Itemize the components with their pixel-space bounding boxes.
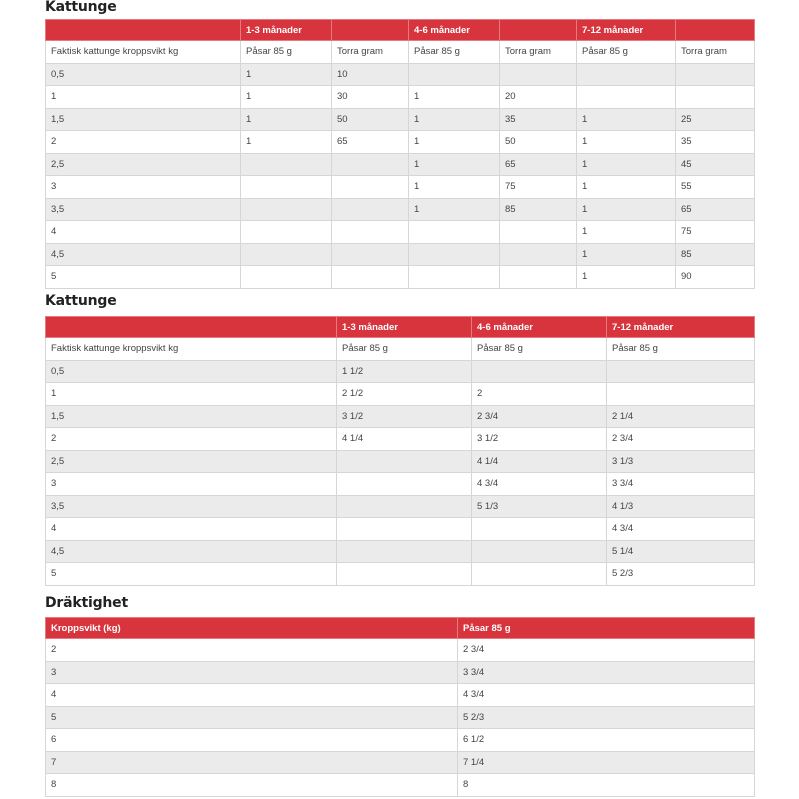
table-row (46, 131, 755, 154)
value-cell (241, 198, 332, 221)
value-cell: 2 3/4 (607, 428, 755, 451)
subheader-cell: Torra gram (500, 41, 577, 64)
table-row (46, 639, 755, 662)
value-cell: 4 3/4 (472, 473, 607, 496)
value-cell (337, 495, 472, 518)
value-cell (332, 153, 409, 176)
subheader-cell: Påsar 85 g (577, 41, 676, 64)
draktighet-feeding-table (45, 617, 755, 797)
column-header: 1-3 månader (241, 20, 332, 41)
value-cell: 1 (577, 131, 676, 154)
weight-cell: 3,5 (46, 198, 241, 221)
weight-cell: 5 (46, 706, 458, 729)
table-row (46, 176, 755, 199)
table-row (46, 221, 755, 244)
table-row (46, 405, 755, 428)
value-cell: 1 (577, 266, 676, 289)
subheader-cell: Påsar 85 g (241, 41, 332, 64)
table-row (46, 751, 755, 774)
table-row (46, 774, 755, 797)
value-cell (607, 383, 755, 406)
value-cell: 4 3/4 (607, 518, 755, 541)
value-cell (472, 540, 607, 563)
value-cell: 85 (500, 198, 577, 221)
table-row (46, 563, 755, 586)
value-cell: 1 (577, 198, 676, 221)
kattunge-feeding-table-pouches (45, 316, 755, 586)
table-row (46, 450, 755, 473)
weight-cell: 7 (46, 751, 458, 774)
column-header: 4-6 månader (409, 20, 500, 41)
value-cell (472, 360, 607, 383)
value-cell: 3 3/4 (458, 661, 755, 684)
weight-cell: 3 (46, 473, 337, 496)
table-row (46, 473, 755, 496)
column-header: Kroppsvikt (kg) (46, 618, 458, 639)
value-cell: 5 1/4 (607, 540, 755, 563)
table-row (46, 266, 755, 289)
value-cell: 65 (500, 153, 577, 176)
value-cell: 2 3/4 (458, 639, 755, 662)
column-header: 4-6 månader (472, 317, 607, 338)
table-row (46, 198, 755, 221)
value-cell (409, 221, 500, 244)
value-cell: 1 (409, 198, 500, 221)
value-cell: 30 (332, 86, 409, 109)
value-cell (472, 563, 607, 586)
column-header: 7-12 månader (577, 20, 676, 41)
value-cell (676, 86, 755, 109)
value-cell (472, 518, 607, 541)
value-cell: 1 (409, 153, 500, 176)
value-cell: 2 1/4 (607, 405, 755, 428)
value-cell: 10 (332, 63, 409, 86)
value-cell (500, 221, 577, 244)
value-cell: 1 (241, 86, 332, 109)
header-row (46, 618, 755, 639)
value-cell: 3 3/4 (607, 473, 755, 496)
value-cell: 1 (577, 153, 676, 176)
value-cell (241, 153, 332, 176)
value-cell: 1 (577, 176, 676, 199)
value-cell: 1 (409, 131, 500, 154)
subheader-cell: Påsar 85 g (337, 338, 472, 361)
value-cell: 1 (241, 63, 332, 86)
value-cell: 25 (676, 108, 755, 131)
value-cell: 35 (676, 131, 755, 154)
weight-cell: 1,5 (46, 405, 337, 428)
value-cell: 65 (676, 198, 755, 221)
subheader-cell: Påsar 85 g (472, 338, 607, 361)
weight-cell: 2,5 (46, 450, 337, 473)
section-title-draktighet: Dräktighet (45, 595, 128, 611)
value-cell: 4 1/3 (607, 495, 755, 518)
weight-cell: 5 (46, 563, 337, 586)
value-cell (241, 243, 332, 266)
table-row (46, 729, 755, 752)
value-cell (500, 266, 577, 289)
value-cell: 75 (676, 221, 755, 244)
table-row (46, 428, 755, 451)
value-cell: 90 (676, 266, 755, 289)
table-row (46, 108, 755, 131)
value-cell: 4 1/4 (337, 428, 472, 451)
table-row (46, 495, 755, 518)
table-row (46, 540, 755, 563)
weight-cell: 2,5 (46, 153, 241, 176)
value-cell: 55 (676, 176, 755, 199)
table-row (46, 153, 755, 176)
subheader-cell: Påsar 85 g (409, 41, 500, 64)
weight-cell: 1 (46, 86, 241, 109)
value-cell: 1 (409, 86, 500, 109)
value-cell: 1 (241, 131, 332, 154)
value-cell: 1 (577, 221, 676, 244)
value-cell: 45 (676, 153, 755, 176)
weight-cell: 5 (46, 266, 241, 289)
table-row (46, 684, 755, 707)
value-cell: 1 (577, 243, 676, 266)
value-cell: 4 1/4 (472, 450, 607, 473)
weight-cell: 4 (46, 518, 337, 541)
value-cell: 35 (500, 108, 577, 131)
value-cell: 50 (500, 131, 577, 154)
column-header: 1-3 månader (337, 317, 472, 338)
value-cell: 7 1/4 (458, 751, 755, 774)
column-header (332, 20, 409, 41)
weight-cell: 3 (46, 661, 458, 684)
value-cell: 4 3/4 (458, 684, 755, 707)
value-cell: 1 (409, 108, 500, 131)
column-header: 7-12 månader (607, 317, 755, 338)
column-header (676, 20, 755, 41)
value-cell: 3 1/3 (607, 450, 755, 473)
weight-cell: 8 (46, 774, 458, 797)
value-cell: 2 1/2 (337, 383, 472, 406)
value-cell: 75 (500, 176, 577, 199)
value-cell (241, 266, 332, 289)
section-title-kattunge-2: Kattunge (45, 293, 117, 309)
column-header (46, 317, 337, 338)
value-cell (332, 243, 409, 266)
value-cell (676, 63, 755, 86)
value-cell: 65 (332, 131, 409, 154)
value-cell: 3 1/2 (472, 428, 607, 451)
weight-cell: 2 (46, 428, 337, 451)
subheader-row (46, 41, 755, 64)
weight-cell: 4,5 (46, 243, 241, 266)
weight-cell: 0,5 (46, 360, 337, 383)
value-cell: 2 (472, 383, 607, 406)
table-row (46, 63, 755, 86)
table-row (46, 243, 755, 266)
value-cell (577, 63, 676, 86)
value-cell: 85 (676, 243, 755, 266)
table-row (46, 360, 755, 383)
section-title-kattunge-1: Kattunge (45, 0, 117, 15)
value-cell (577, 86, 676, 109)
weight-cell: 4 (46, 684, 458, 707)
value-cell (241, 176, 332, 199)
table-row (46, 706, 755, 729)
weight-cell: 4 (46, 221, 241, 244)
column-header (46, 20, 241, 41)
value-cell: 8 (458, 774, 755, 797)
value-cell (337, 518, 472, 541)
value-cell (500, 243, 577, 266)
value-cell: 3 1/2 (337, 405, 472, 428)
column-header: Påsar 85 g (458, 618, 755, 639)
value-cell: 5 1/3 (472, 495, 607, 518)
kattunge-feeding-table-detailed (45, 19, 755, 289)
value-cell (337, 540, 472, 563)
column-header (500, 20, 577, 41)
value-cell (332, 198, 409, 221)
value-cell (409, 243, 500, 266)
value-cell (607, 360, 755, 383)
value-cell (332, 176, 409, 199)
value-cell (500, 63, 577, 86)
value-cell (332, 266, 409, 289)
value-cell (337, 563, 472, 586)
table-row (46, 661, 755, 684)
value-cell: 5 2/3 (607, 563, 755, 586)
weight-cell: 2 (46, 639, 458, 662)
value-cell: 1 (577, 108, 676, 131)
subheader-cell: Torra gram (676, 41, 755, 64)
table-row (46, 383, 755, 406)
value-cell: 5 2/3 (458, 706, 755, 729)
weight-cell: 3,5 (46, 495, 337, 518)
weight-cell: 1,5 (46, 108, 241, 131)
subheader-cell: Faktisk kattunge kroppsvikt kg (46, 338, 337, 361)
subheader-cell: Faktisk kattunge kroppsvikt kg (46, 41, 241, 64)
value-cell: 50 (332, 108, 409, 131)
value-cell (409, 266, 500, 289)
value-cell: 6 1/2 (458, 729, 755, 752)
value-cell (337, 450, 472, 473)
value-cell (409, 63, 500, 86)
weight-cell: 2 (46, 131, 241, 154)
weight-cell: 1 (46, 383, 337, 406)
table-row (46, 518, 755, 541)
header-row (46, 20, 755, 41)
weight-cell: 4,5 (46, 540, 337, 563)
subheader-row (46, 338, 755, 361)
weight-cell: 3 (46, 176, 241, 199)
value-cell: 1 1/2 (337, 360, 472, 383)
value-cell: 2 3/4 (472, 405, 607, 428)
weight-cell: 6 (46, 729, 458, 752)
value-cell (337, 473, 472, 496)
header-row (46, 317, 755, 338)
value-cell: 20 (500, 86, 577, 109)
value-cell: 1 (409, 176, 500, 199)
value-cell: 1 (241, 108, 332, 131)
subheader-cell: Påsar 85 g (607, 338, 755, 361)
table-row (46, 86, 755, 109)
value-cell (241, 221, 332, 244)
value-cell (332, 221, 409, 244)
subheader-cell: Torra gram (332, 41, 409, 64)
weight-cell: 0,5 (46, 63, 241, 86)
